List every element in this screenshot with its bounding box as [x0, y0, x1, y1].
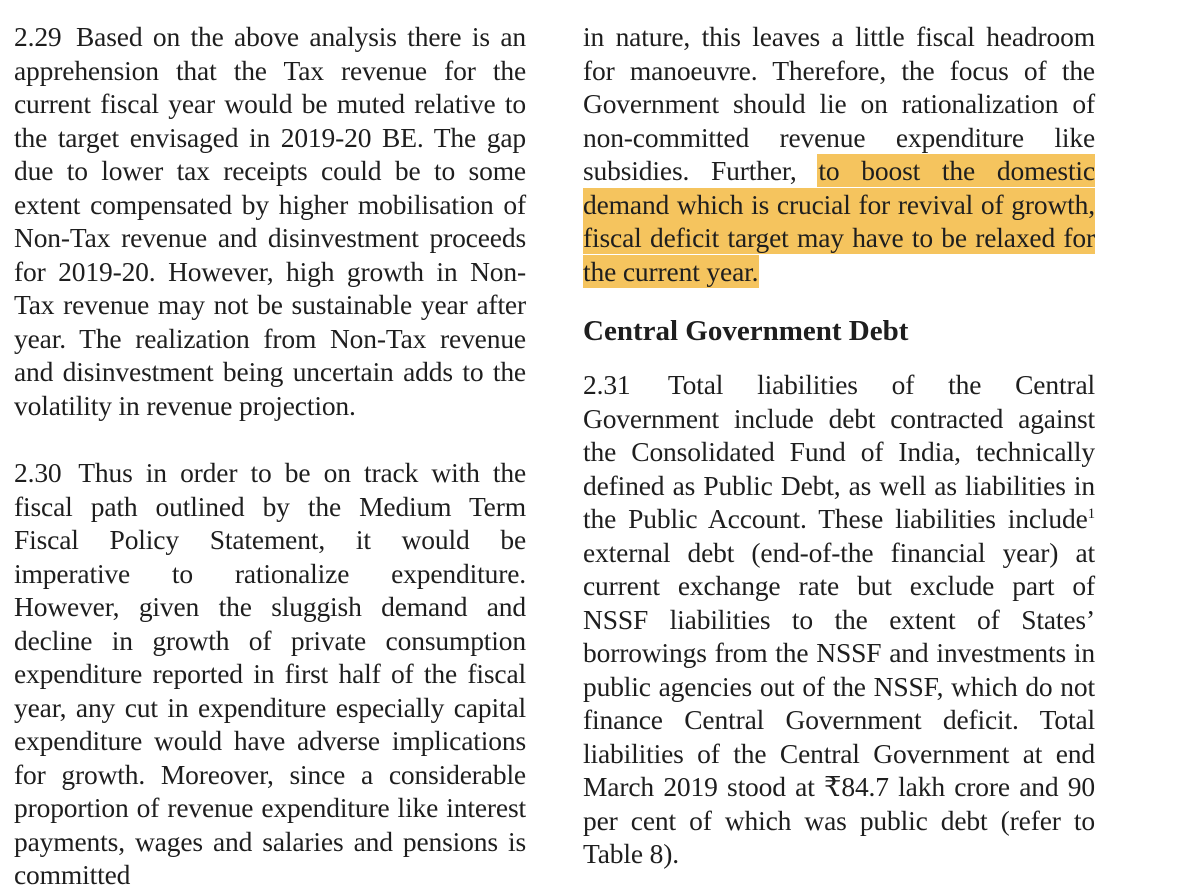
paragraph-spacer [14, 422, 526, 456]
paragraph-2-29 [14, 20, 526, 422]
left-column [14, 20, 526, 892]
paragraph-text-continued: external debt (end-of-the financial year) at current exchange rate but exclude part of NSSF liabilities to the extent of States’ borrowings from the NSSF and investments in public agencies out of the NSSF, which do not finance Central Government deficit. Total liabilities of the Central Government at end March 2019 stood at ₹84.7 lakh crore and 90 per cent of which was public debt (refer to Table 8). [583, 536, 1095, 869]
paragraph-2-30-continued [583, 20, 1095, 288]
right-column [583, 20, 1095, 871]
section-heading: Central Government Debt [583, 315, 909, 347]
paragraph-2-31 [583, 368, 1095, 871]
footnote-marker[interactable]: 1 [1087, 505, 1095, 522]
paragraph-text: Based on the above analysis there is an apprehension that the Tax revenue for the current fiscal year would be muted relative to the target envisaged in 2019-20 BE. The gap due to lower tax receipts could be to some extent compensated by higher mobilisation of Non-Tax revenue and disinvestment proceeds for 2019-20. However, high growth in Non-Tax revenue may not be sustainable year after year. The realization from Non-Tax revenue and disinvestment being uncertain adds to the volatility in revenue projection. [14, 21, 526, 421]
paragraph-2-30 [14, 456, 526, 892]
paragraph-number: 2.29 [14, 21, 62, 52]
paragraph-text: Total liabilities of the Central Government include debt contracted against the Consolidated Fund of India, technically defined as Public Debt, as well as liabilities in the Public Account. These liabilities include [583, 369, 1095, 534]
paragraph-text: in nature, this leaves a little fiscal headroom for manoeuvre. Therefore, the focus of the Government should lie on rationalization of non-committed revenue expenditure like subsidies. Further, [583, 21, 1095, 186]
highlighted-text[interactable]: to boost the domestic demand which is crucial for revival of growth, fiscal deficit target may have to be relaxed for the current year. [583, 155, 1095, 287]
paragraph-number: 2.31 [583, 369, 631, 400]
paragraph-number: 2.30 [14, 457, 62, 488]
paragraph-text: Thus in order to be on track with the fiscal path outlined by the Medium Term Fiscal Policy Statement, it would be imperative to rationalize expenditure. However, given the sluggish demand and decline in growth of private consumption expenditure reported in first half of the fiscal year, any cut in expenditure especially capital expenditure would have adverse implications for growth. Moreover, since a considerable proportion of revenue expenditure like interest payments, wages and salaries and pensions is committed [14, 457, 526, 890]
